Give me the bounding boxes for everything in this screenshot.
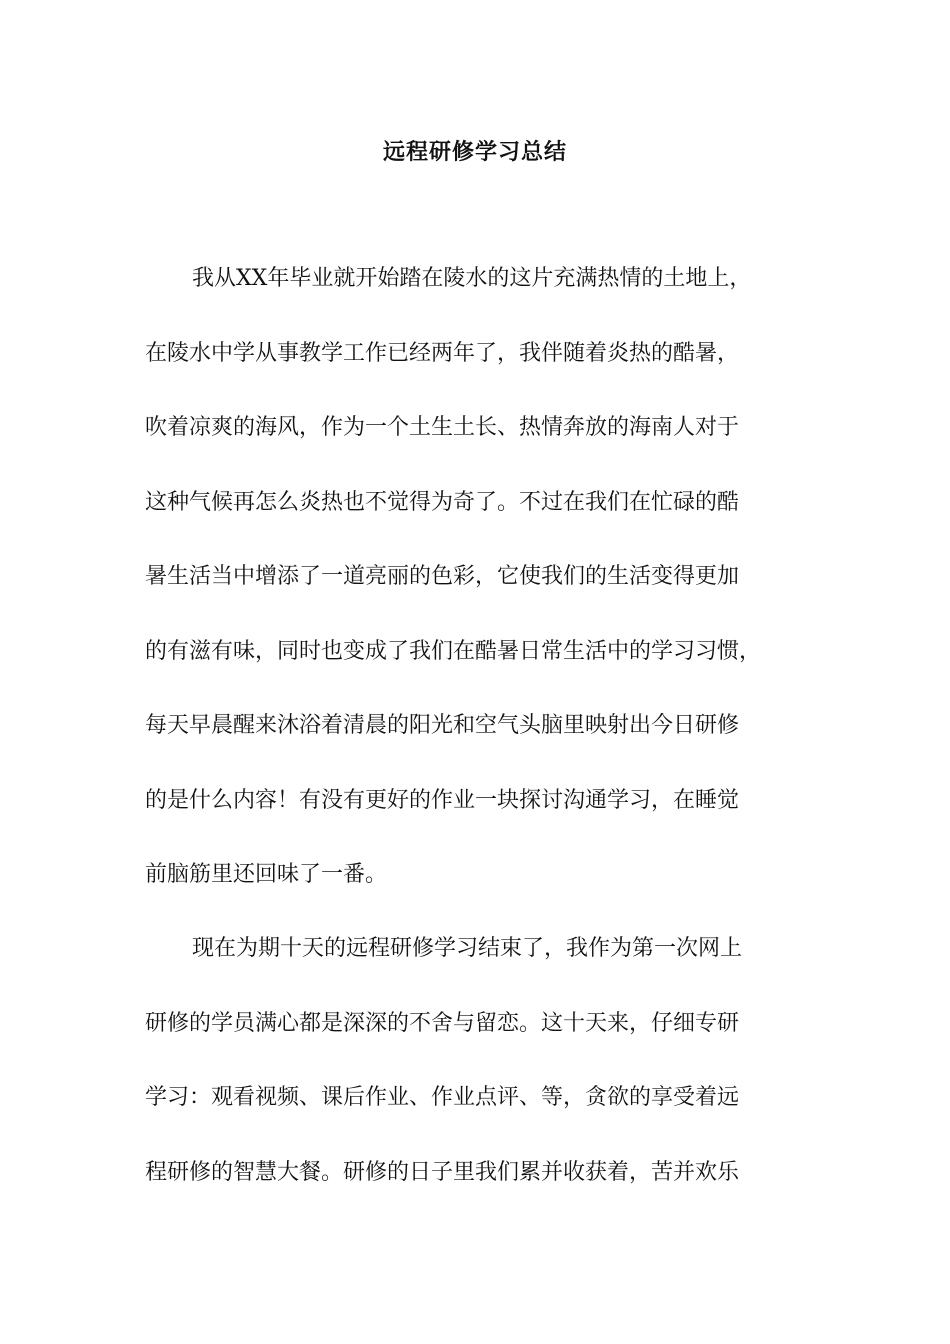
document-title: 远程研修学习总结 (382, 139, 567, 165)
paragraph-1 (145, 242, 835, 913)
paragraph-line: 程研修的智慧大餐。研修的日子里我们累并收获着，苦并欢乐 (145, 1159, 740, 1185)
paragraph-line: 学习：观看视频、课后作业、作业点评、等，贪欲的享受着远 (145, 1085, 740, 1110)
paragraph-line: 暑生活当中增添了一道亮丽的色彩，它使我们的生活变得更加 (145, 564, 740, 589)
paragraph-line: 我从XX年毕业就开始踏在陵水的这片充满热情的土地上， (192, 266, 752, 291)
paragraph-line: 的有滋有味，同时也变成了我们在酷暑日常生活中的学习习惯， (145, 638, 762, 664)
paragraph-line: 在陵水中学从事教学工作已经两年了，我伴随着炎热的酷暑， (145, 340, 740, 366)
paragraph-line: 的是什么内容！有没有更好的作业一块探讨沟通学习，在睡觉 (145, 787, 740, 813)
paragraph-line: 研修的学员满心都是深深的不舍与留恋。这十天来，仔细专研 (145, 1010, 740, 1036)
paragraph-line: 每天早晨醒来沐浴着清晨的阳光和空气头脑里映射出今日研修 (145, 713, 740, 738)
paragraph-line: 现在为期十天的远程研修学习结束了，我作为第一次网上 (192, 936, 743, 961)
paragraph-line: 这种气候再怎么炎热也不觉得为奇了。不过在我们在忙碌的酷 (145, 489, 740, 515)
paragraph-line: 前脑筋里还回味了一番。 (145, 862, 388, 887)
paragraph-line: 吹着凉爽的海风，作为一个土生土长、热情奔放的海南人对于 (145, 415, 740, 440)
paragraph-2 (145, 912, 835, 1210)
